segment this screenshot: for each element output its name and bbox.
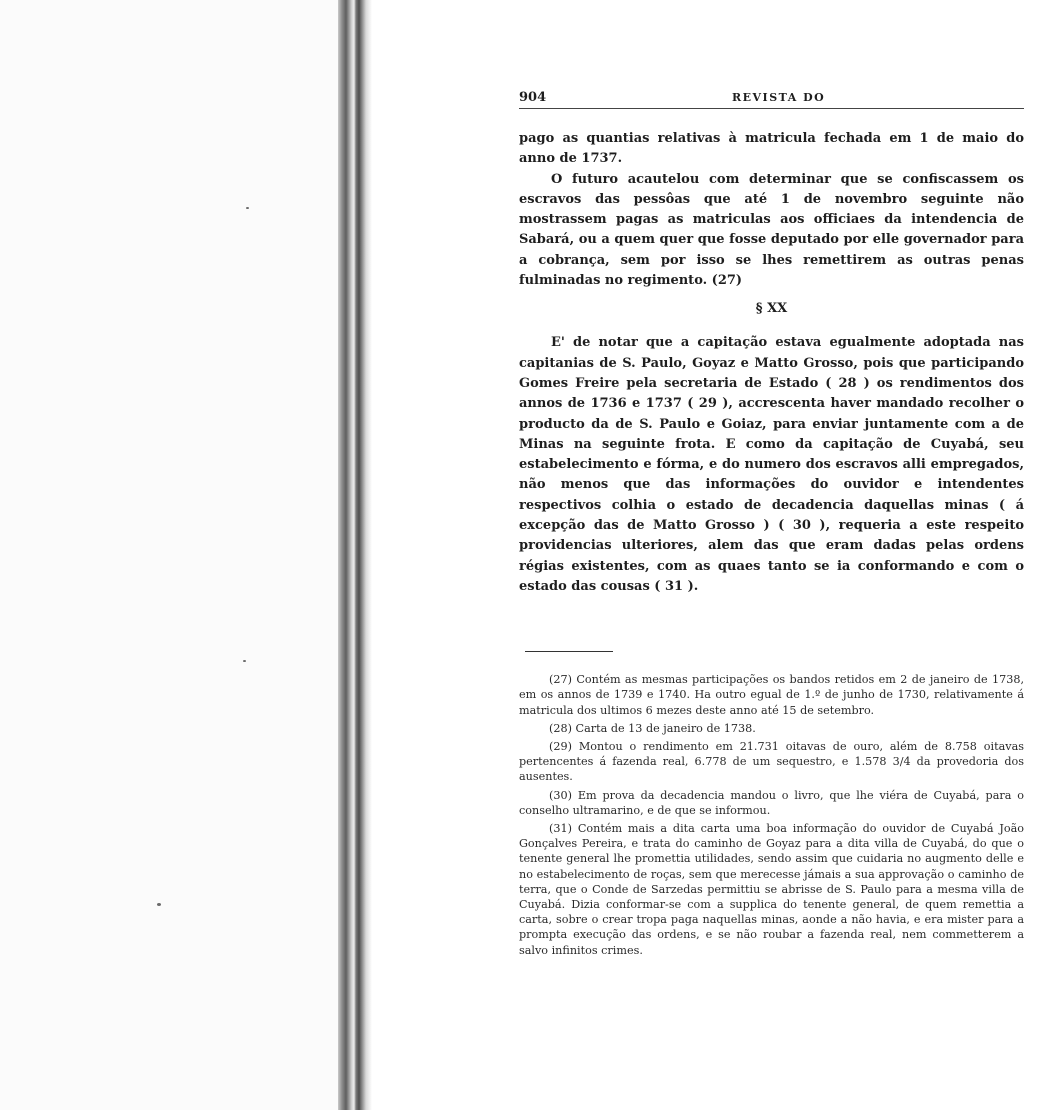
paragraph-2: O futuro acautelou com determinar que se confiscassem os escravos das pessôas que até 1 de novembro seguinte não mostrassem pagas as matriculas aos officiaes da intendencia de Sabará, ou a quem quer que fosse deputado por elle governador para a cobrança, sem por isso se lhes remettirem as outras penas fulminadas no regimento. (27) xyxy=(519,171,1024,289)
paper-speck xyxy=(157,903,161,906)
footnote-28: (28) Carta de 13 de janeiro de 1738. xyxy=(549,721,756,735)
paragraph-1: pago as quantias relativas à matricula fechada em 1 de maio do anno de 1737. xyxy=(519,131,1024,167)
right-page xyxy=(519,88,1024,961)
section-heading: § XX xyxy=(755,301,788,317)
paper-speck xyxy=(243,660,246,662)
running-head xyxy=(519,88,1024,109)
paragraph-3: E' de notar que a capitação estava egualmente adoptada nas capitanias de S. Paulo, Goyaz e Matto Grosso, pois que participando Gomes Freire pela secretaria de Estado ( 28 ) os rendimentos dos annos de 1736 e 1737 ( 29 ), accrescenta haver mandado recolher o producto da de S. Paulo e Goiaz, para enviar juntamente com a de Minas na seguinte frota. E como da capitação de Cuyabá, seu estabelecimento e fórma, e do numero dos escravos alli empregados, não menos que das informações do ouvidor e intendentes respectivos colhia o estado de decadencia daquellas minas ( á excepção das de Matto Grosso ) ( 30 ), requeria a este respeito providencias ulteriores, alem das que eram dadas pelas ordens régias existentes, com as quaes tanto se ia conformando e com o estado das cousas ( 31 ). xyxy=(519,335,1024,594)
footnote-29: (29) Montou o rendimento em 21.731 oitavas de ouro, além de 8.758 oitavas pertencentes á fazenda real, 6.778 de um sequestro, e 1.578 3/4 da provedoria dos ausentes. xyxy=(519,740,1024,784)
footnote-rule xyxy=(525,651,613,652)
footnote-31: (31) Contém mais a dita carta uma boa informação do ouvidor de Cuyabá João Gonçalves Pereira, e trata do caminho de Goyaz para a dita villa de Cuyabá, do que o tenente general lhe promettia utilidades, sendo assim que cuidaria no augmento delle e no estabelecimento de roças, sem que merecesse jámais a sua approvação o caminho de terra, que o Conde de Sarzedas permittiu se abrisse de S. Paulo para a mesma villa de Cuyabá. Dizia conformar-se com a supplica do tenente general, de quem remettia a carta, sobre o crear tropa paga naquellas minas, aonde a não havia, e era mister para a prompta execução das ordens, e se não roubar a fazenda real, nem commetterem a salvo infinitos crimes. xyxy=(519,822,1024,957)
body-text xyxy=(519,129,1024,597)
left-blank-page xyxy=(0,0,338,1110)
book-gutter xyxy=(338,0,372,1110)
page-number: 904 xyxy=(519,90,547,105)
journal-title: REVISTA DO xyxy=(732,91,826,104)
footnote-30: (30) Em prova da decadencia mandou o livro, que lhe viéra de Cuyabá, para o conselho ultramarino, e de que se informou. xyxy=(519,788,1024,817)
paper-speck xyxy=(246,207,249,209)
footnotes xyxy=(519,672,1024,958)
footnote-27: (27) Contém as mesmas participações os bandos retidos em 2 de janeiro de 1738, em os annos de 1739 e 1740. Ha outro egual de 1.º de junho de 1730, relativamente á matricula dos ultimos 6 mezes deste anno até 15 de setembro. xyxy=(519,673,1024,717)
